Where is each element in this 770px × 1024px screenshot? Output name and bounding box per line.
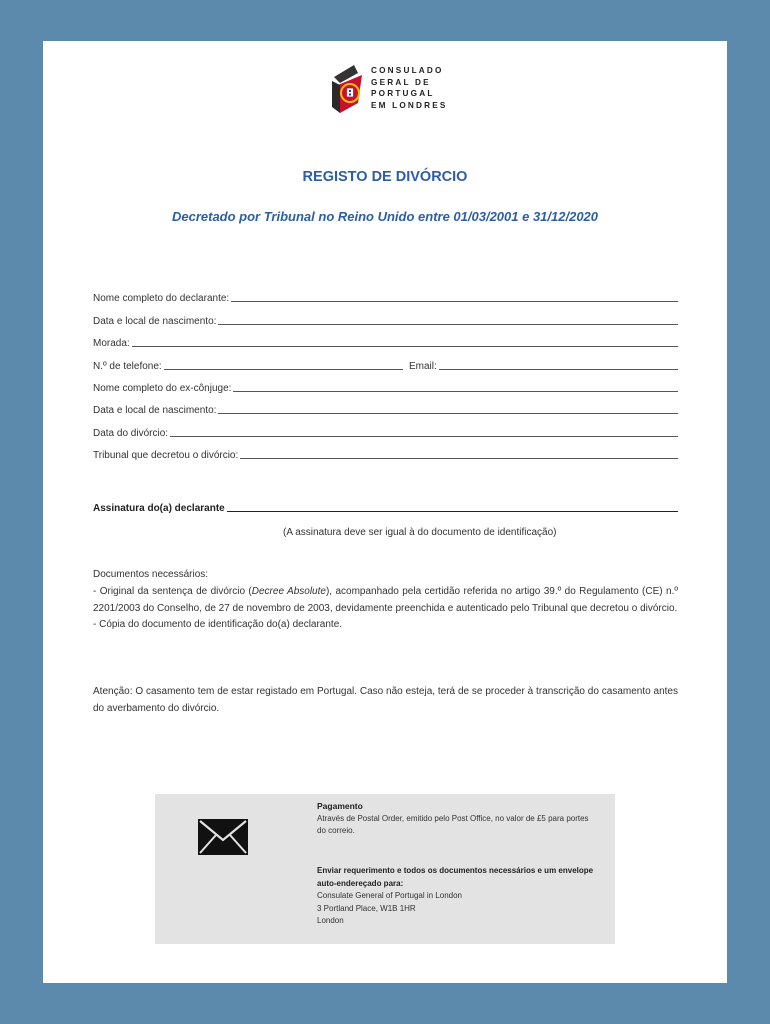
documents-heading: Documentos necessários: [93,569,209,580]
field-tribunal[interactable] [93,439,678,461]
fill-line-telefone[interactable] [164,361,403,370]
field-label: Nome completo do ex-cônjuge: [93,382,232,394]
field-data-divorcio[interactable] [93,416,678,438]
fill-line[interactable] [231,293,678,302]
field-label: Data e local de nascimento: [93,405,217,417]
send-label: Enviar requerimento e todos os documentos necessários e um envelope auto-endereçado para: [317,866,594,888]
fill-line[interactable] [233,383,678,392]
field-nome-declarante[interactable] [93,282,678,304]
field-label: Nome completo do declarante: [93,293,230,305]
logo-line: CONSULADO [371,66,444,75]
payment-title: Pagamento [317,801,363,811]
field-label: Data do divórcio: [93,427,169,439]
fill-line-email[interactable] [439,361,678,370]
attention-note: Atenção: O casamento tem de estar registado em Portugal. Caso não esteja, terá de se proceder à transcrição do casamento antes do averbamento do divórcio. [93,686,678,714]
signature-note: (A assinatura deve ser igual à do documento de identificação) [283,527,557,538]
payment-text: Através de Postal Order, emitido pelo Post Office, no valor de £5 para portes do correio. [317,814,589,835]
document-item-2: - Cópia do documento de identificação do(a) declarante. [93,619,343,631]
mailing-address [317,865,607,928]
payment-box [155,794,615,944]
field-label: Email: [408,360,437,372]
document-item-1-start: - Original da sentença de divórcio ( [93,585,252,597]
fill-line[interactable] [218,316,678,325]
document-item-1 [93,584,678,618]
address-line-3: London [317,916,344,925]
page-title: REGISTO DE DIVÓRCIO [302,169,468,185]
signature-field[interactable] [93,503,678,514]
decree-absolute-term: Decree Absolute [251,585,326,597]
logo-line: EM LONDRES [371,100,448,110]
declarant-form [93,282,678,461]
document-item-1-end: ), acompanhado pela certidão referida no artigo 39.º do Regulamento (CE) n.º 2201/2003 do Conselho, de 27 de novembro de 2003, devidamente preenchida e autenticado pelo Tribunal que decretou o divórcio. [93,585,678,614]
logo-line: GERAL DE [371,77,431,87]
address-line-1: Consulate General of Portugal in London [317,891,462,900]
required-documents [93,567,678,634]
document-page [43,41,727,983]
signature-label: Assinatura do(a) declarante [93,503,225,514]
fill-line[interactable] [240,450,678,459]
field-nascimento-ex-conjuge[interactable] [93,394,678,416]
fill-line[interactable] [218,405,678,414]
field-telefone-email[interactable] [93,349,678,371]
field-morada[interactable] [93,327,678,349]
fill-line[interactable] [170,428,678,437]
envelope-icon [197,818,249,856]
field-nome-ex-conjuge[interactable] [93,372,678,394]
field-label: Data e local de nascimento: [93,315,217,327]
field-nascimento-declarante[interactable] [93,304,678,326]
address-line-2: 3 Portland Place, W1B 1HR [317,903,416,913]
fill-line[interactable] [132,338,678,347]
field-label: Tribunal que decretou o divórcio: [93,450,239,462]
portugal-coat-of-arms-icon [328,63,368,117]
consulate-logo [328,63,468,119]
signature-line[interactable] [227,503,678,512]
page-subtitle: Decretado por Tribunal no Reino Unido entre 01/03/2001 e 31/12/2020 [171,209,599,224]
logo-line: PORTUGAL [371,89,435,99]
consulate-name [371,65,448,111]
field-label: Morada: [93,338,130,350]
field-label: N.º de telefone: [93,360,162,372]
